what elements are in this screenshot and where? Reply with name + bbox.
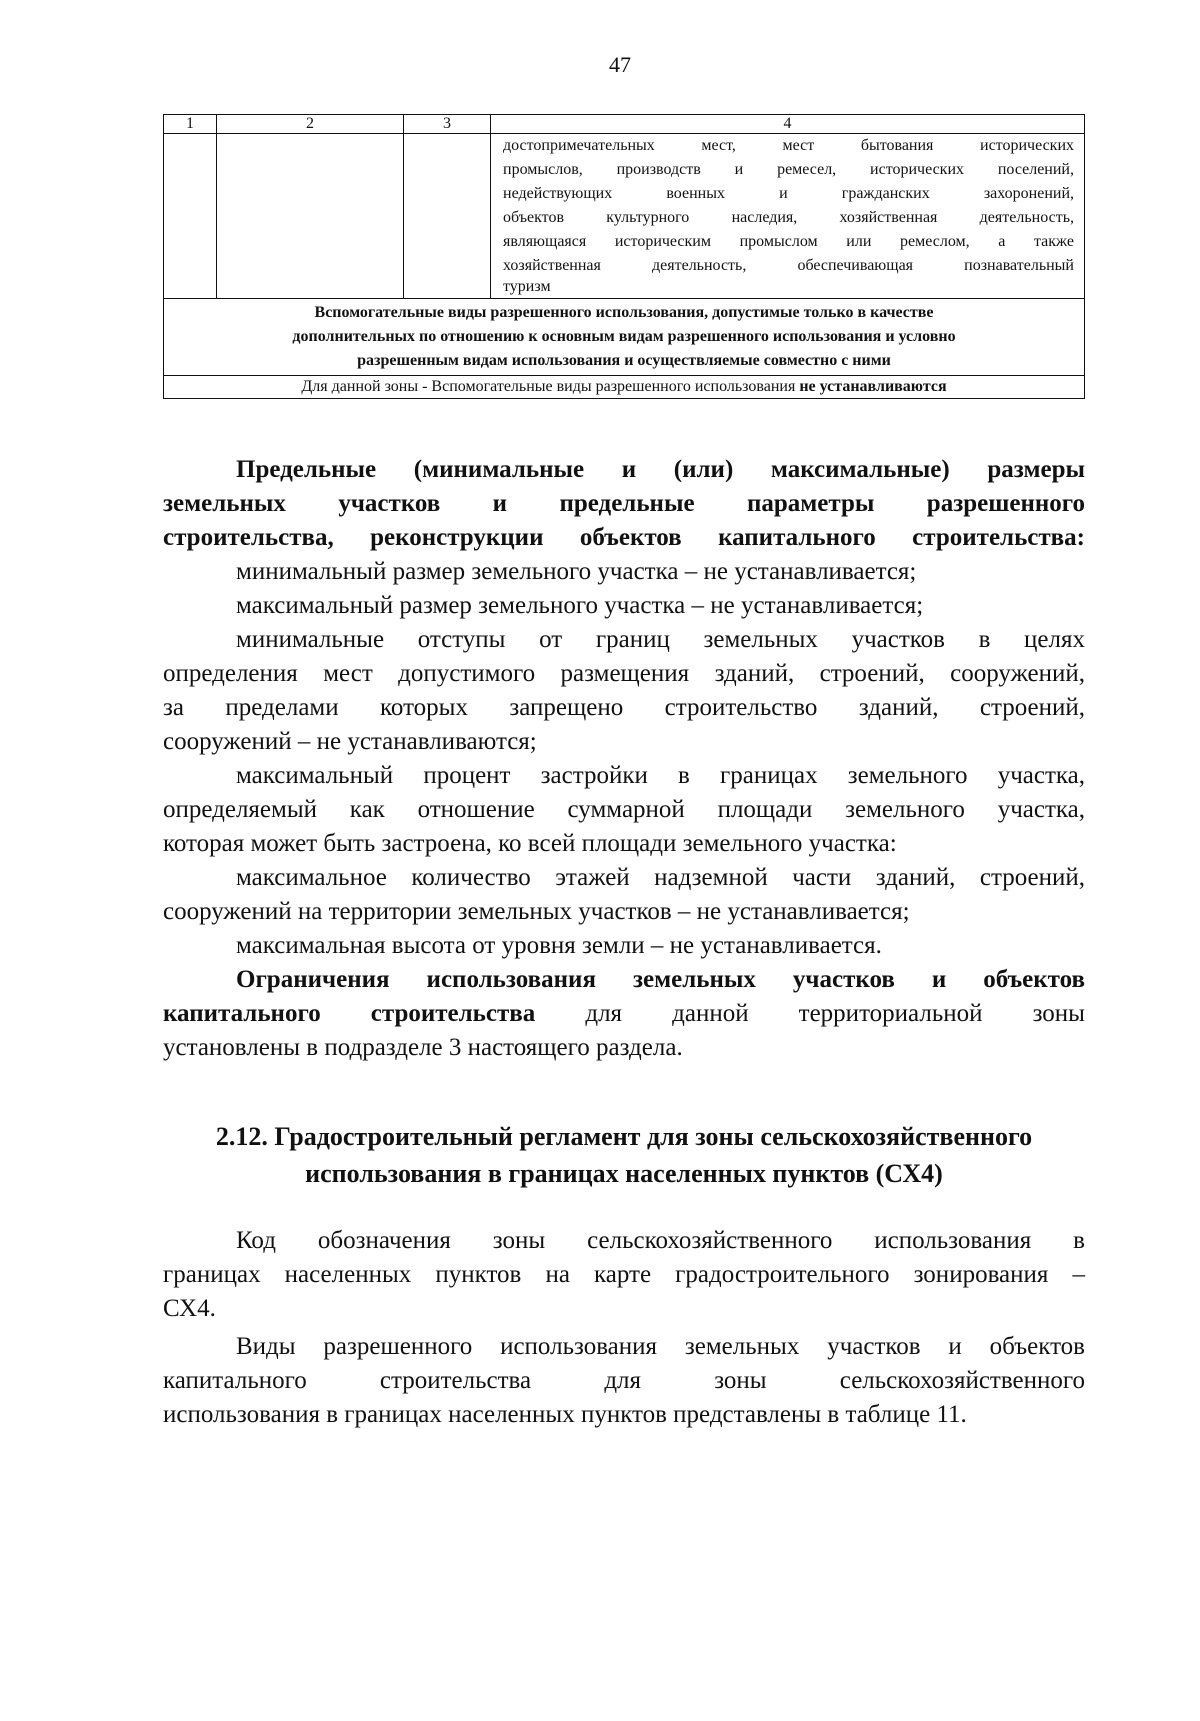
description-line: промыслов, производств и ремесел, исторических поселений, (503, 161, 1074, 178)
description-line: недействующих военных и гражданских захоронений, (503, 185, 1074, 202)
setbacks-line: минимальные отступы от границ земельных участков в целях (236, 626, 1085, 653)
coverage-line: максимальный процент застройки в границах земельного участка, (236, 762, 1085, 789)
permitted-uses-line: использования в границах населенных пунктов представлены в таблице 11. (163, 1401, 967, 1428)
max-plot-size: максимальный размер земельного участка – не устанавливается; (236, 592, 924, 619)
parameters-section (163, 453, 1085, 1065)
zone-code-paragraph (163, 1224, 1085, 1326)
column-header-4: 4 (491, 115, 1085, 134)
table-cell-empty-3 (404, 134, 491, 299)
description-line: являющаяся историческим промыслом или ремеслом, а также (503, 233, 1074, 250)
table-row-continued (164, 134, 1085, 299)
description-line: хозяйственная деятельность, обеспечивающая познавательный (503, 257, 1074, 274)
description-line: объектов культурного наследия, хозяйственная деятельность, (503, 209, 1074, 226)
parameters-heading-line: земельных участков и предельные параметры разрешенного (163, 490, 1085, 517)
table-cell-empty-2 (217, 134, 404, 299)
restrictions-line: Ограничения использования земельных участков и объектов (236, 966, 1085, 993)
table-header-row (164, 115, 1085, 134)
column-header-1: 1 (164, 115, 217, 134)
table-cell-description (491, 134, 1085, 299)
description-line: туризм (503, 278, 551, 295)
setbacks-line: за пределами которых запрещено строительство зданий, строений, (163, 694, 1085, 721)
restrictions-text: для данной территориальной зоны (535, 1000, 1085, 1027)
max-height: максимальная высота от уровня земли – не устанавливается. (236, 932, 882, 959)
permitted-uses-line: капитального строительства для зоны сельскохозяйственного (163, 1367, 1085, 1394)
section-title-line: использования в границах населенных пунктов (СХ4) (305, 1159, 943, 1188)
note-emphasis: не устанавливаются (799, 378, 947, 395)
min-plot-size: минимальный размер земельного участка – не устанавливается; (236, 558, 917, 585)
parameters-heading-line: строительства, реконструкции объектов капитального строительства: (163, 524, 1085, 551)
column-header-3: 3 (404, 115, 491, 134)
parameters-heading-line: Предельные (минимальные и (или) максимальные) размеры (236, 456, 1085, 483)
section-title-line: 2.12. Градостроительный регламент для зоны сельскохозяйственного (215, 1122, 1033, 1151)
column-header-2: 2 (217, 115, 404, 134)
auxiliary-header-line: разрешенным видам использования и осуществляемые совместно с ними (357, 352, 891, 369)
description-line: достопримечательных мест, мест бытования исторических (503, 137, 1074, 154)
auxiliary-uses-note (164, 376, 1085, 399)
setbacks-line: определения мест допустимого размещения зданий, строений, сооружений, (163, 660, 1085, 687)
auxiliary-uses-header (164, 299, 1085, 376)
zone-code-line: Код обозначения зоны сельскохозяйственного использования в (236, 1227, 1085, 1254)
zone-code-line: границах населенных пунктов на карте градостроительного зонирования – (163, 1261, 1085, 1288)
permitted-uses-paragraph (163, 1330, 1085, 1432)
auxiliary-header-line: Вспомогательные виды разрешенного использования, допустимые только в качестве (314, 304, 934, 321)
section-title (163, 1118, 1085, 1192)
setbacks-line: сооружений – не устанавливаются; (163, 728, 537, 755)
table-row-note (164, 376, 1085, 399)
restrictions-line (163, 997, 1085, 1031)
regulation-table (163, 114, 1085, 399)
restrictions-line: установлены в подразделе 3 настоящего раздела. (163, 1034, 683, 1061)
zone-code-line: СХ4. (163, 1295, 216, 1322)
note-text: Для данной зоны - Вспомогательные виды разрешенного использования (301, 378, 800, 395)
auxiliary-header-line: дополнительных по отношению к основным видам разрешенного использования и условно (292, 328, 956, 345)
permitted-uses-line: Виды разрешенного использования земельных участков и объектов (236, 1333, 1085, 1360)
coverage-line: определяемый как отношение суммарной площади земельного участка, (163, 796, 1085, 823)
page-number: 47 (609, 52, 631, 77)
table-row-auxiliary-header (164, 299, 1085, 376)
table-cell-empty-1 (164, 134, 217, 299)
restrictions-emphasis: капитального строительства (163, 1000, 536, 1027)
coverage-line: которая может быть застроена, ко всей площади земельного участка: (163, 830, 897, 857)
floors-line: сооружений на территории земельных участков – не устанавливается; (163, 898, 910, 925)
floors-line: максимальное количество этажей надземной части зданий, строений, (236, 864, 1085, 891)
